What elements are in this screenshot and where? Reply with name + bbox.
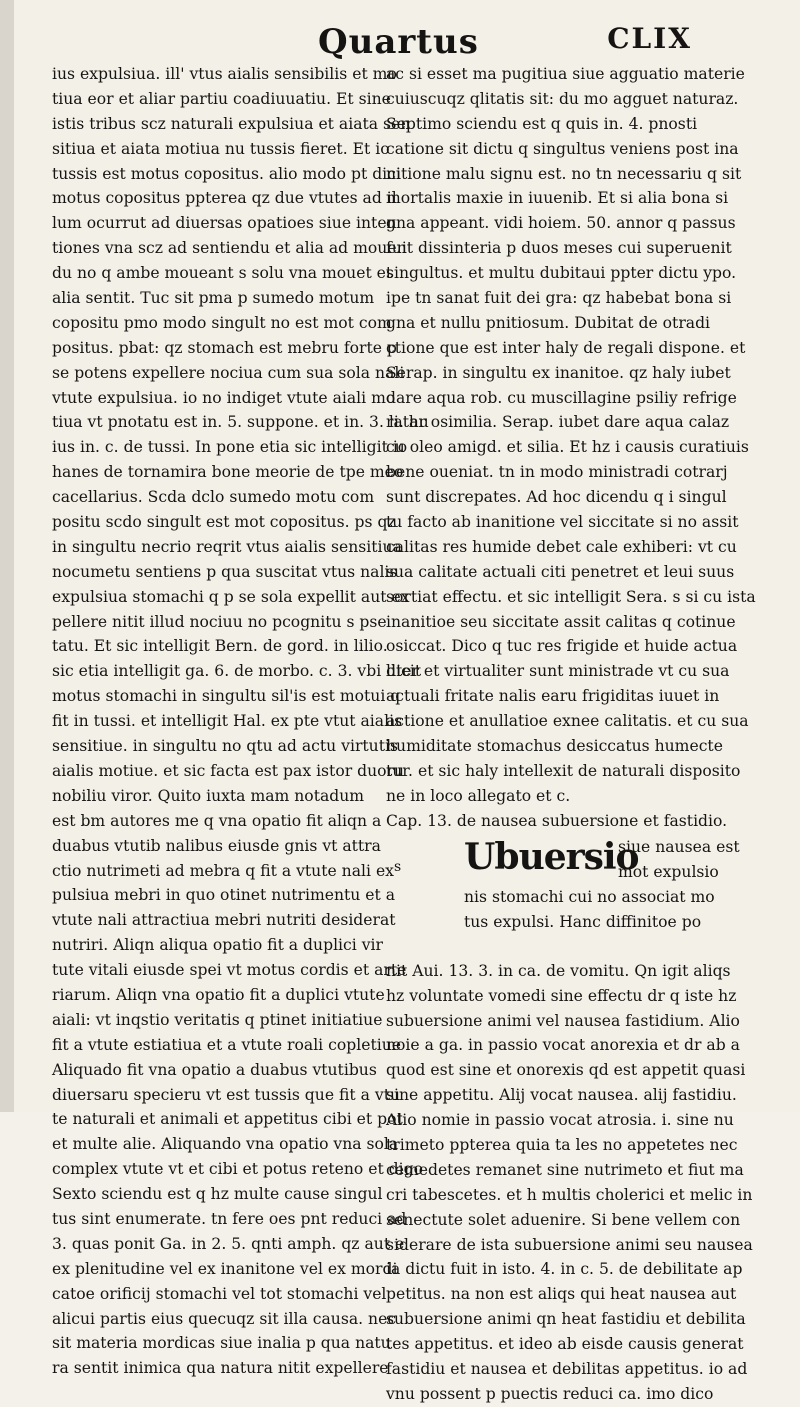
- text-line: Sexto sciendu est q hz multe cause singul: [52, 1185, 383, 1204]
- text-line: positu scdo singult est mot copositus. ps qz: [52, 513, 396, 532]
- chapter-heading: Cap. 13. de nausea subuersione et fastidio.: [386, 811, 728, 830]
- text-line: istis tribus scz naturali expulsiua et aiata sen: [52, 114, 411, 133]
- text-line: catoe orificij stomachi vel tot stomachi vel: [52, 1284, 387, 1303]
- text-line: cemedetes remanet sine nutrimeto et fiut ma: [386, 1160, 744, 1179]
- text-line: ius in. c. de tussi. In pone etia sic intelligit io: [52, 438, 408, 457]
- text-line: singultus. et multu dubitaui ppter dictu ypo.: [386, 264, 737, 283]
- text-line: bene oueniat. tn in modo ministradi cotrarj: [386, 463, 728, 482]
- folio-number: CLIX: [607, 22, 692, 55]
- text-line: tiua vt pnotatu est in. 5. suppone. et in. 3. li. hu: [52, 413, 429, 432]
- text-line: vnu possent p puectis reduci ca. imo dico: [386, 1384, 714, 1403]
- text-line: tus sint enumerate. tn fere oes pnt reduci ad: [52, 1209, 407, 1228]
- text-line: sunt discrepates. Ad hoc dicendu q i singul: [386, 488, 727, 507]
- text-line: liter et virtualiter sunt ministrade vt cu sua: [386, 662, 730, 681]
- drop-line: mot expulsio: [618, 862, 719, 881]
- text-line: te naturali et animali et appetitus cibi et pot: [52, 1110, 403, 1129]
- text-line: expulsiua stomachi q p se sola expellit aut ex: [52, 587, 410, 606]
- text-line: alicui partis eius quecuqz sit illa causa. nec: [52, 1309, 397, 1328]
- text-line: sit materia mordicas siue inalia p qua natu: [52, 1334, 391, 1353]
- text-line: riarum. Aliqn vna opatio fit a duplici vtute: [52, 985, 385, 1004]
- text-line: complex vtute vt et cibi et potus reteno et digo: [52, 1160, 424, 1179]
- text-line: cu oleo amigd. et silia. Et hz i causis curatiuis: [386, 438, 749, 457]
- text-line: fuit dissinteria p duos meses cui superuenit: [386, 239, 732, 258]
- text-line: cuiuscuqz qlitatis sit: du mo agguet naturaz.: [386, 89, 739, 108]
- drop-line: siue nausea est: [618, 837, 740, 856]
- text-line: duabus vtutib nalibus eiusde gnis vt attra: [52, 836, 381, 855]
- text-line: siderare de ista subuersione animi seu nausea: [386, 1235, 753, 1254]
- text-line: 3. quas ponit Ga. in 2. 5. qnti amph. qz aut e: [52, 1234, 405, 1253]
- text-line: sitiua et aiata motiua nu tussis fieret. Et io: [52, 139, 390, 158]
- text-line: sic etia intelligit ga. 6. de morbo. c. 3. vbi dicit: [52, 662, 422, 681]
- text-line: ius expulsiua. ill' vtus aialis sensibilis et mo: [52, 65, 397, 83]
- text-line: Aliquado fit vna opatio a duabus vtutibus: [52, 1060, 377, 1079]
- chapter-opening: [386, 835, 740, 959]
- text-line: hz voluntate vomedi sine effectu dr q iste hz: [386, 986, 737, 1005]
- text-line: sensitiue. in singultu no qtu ad actu virtutis: [52, 737, 398, 756]
- text-line: copositu pmo modo singult no est mot com: [52, 313, 392, 332]
- text-line: subuersione animi qn heat fastidiu et debilita: [386, 1310, 746, 1329]
- text-line: quod est sine et onorexis qd est appetit quasi: [386, 1061, 746, 1080]
- left-column: [52, 62, 429, 1381]
- text-line: cri tabescetes. et h multis cholerici et melic in: [386, 1185, 753, 1204]
- text-line: tiones vna scz ad sentiendu et alia ad mouen: [52, 239, 407, 258]
- text-line: tussis est motus copositus. alio modo pt dici: [52, 164, 401, 183]
- right-column: [386, 62, 756, 1407]
- text-line: aiali: vt inqstio veritatis q ptinet initiatiue: [52, 1010, 383, 1029]
- text-line: inanitioe seu siccitate assit calitas q cotinue: [386, 612, 736, 631]
- text-line: se potens expellere nociua cum sua sola nali: [52, 363, 405, 382]
- text-line: tes appetitus. et ideo ab eisde causis generat: [386, 1335, 744, 1354]
- drop-line: tus expulsi. Hanc diffinitoe po: [464, 912, 702, 931]
- text-line: osiccat. Dico q tuc res frigide et huide actua: [386, 637, 738, 656]
- text-line: vtute expulsiua. io no indiget vtute aiali mo: [52, 388, 396, 407]
- text-line: in singultu necrio reqrit vtus aialis sensitiua: [52, 537, 402, 556]
- text-line: ipe tn sanat fuit dei gra: qz habebat bona si: [386, 289, 732, 308]
- text-line: trimeto ppterea quia ta les no appetetes nec: [386, 1135, 738, 1154]
- text-line: mortalis maxie in iuuenib. Et si alia bona si: [386, 189, 729, 208]
- text-line: cacellarius. Scda dclo sumedo motu com: [52, 488, 375, 507]
- text-line: motus stomachi in singultu sil'is est motui q: [52, 687, 401, 706]
- text-line: Septimo sciendu est q quis in. 4. pnosti: [386, 114, 698, 133]
- text-line: humiditate stomachus desiccatus humecte: [386, 737, 723, 756]
- text-line: nitione malu signu est. no tn necessariu q sit: [386, 164, 742, 183]
- text-line: positus. pbat: qz stomach est mebru forte p: [52, 338, 397, 357]
- text-line: tatu. Et sic intelligit Bern. de gord. in lilio.: [52, 637, 388, 656]
- text-line: ra sentit inimica qua natura nitit expellere: [52, 1359, 389, 1378]
- text-line: diuersaru specieru vt est tussis que fit a vtu: [52, 1085, 401, 1104]
- text-line: aialis motiue. et sic facta est pax istor duoru: [52, 761, 405, 780]
- text-line: ex plenitudine vel ex inanitone vel ex mordi: [52, 1259, 398, 1278]
- text-line: gna appeant. vidi hoiem. 50. annor q passus: [386, 214, 736, 233]
- text-line: noie a ga. in passio vocat anorexia et dr ab a: [386, 1036, 740, 1055]
- right-column-bottom: [386, 959, 753, 1407]
- text-line: tiua eor et aliar partiu coadiuuatiu. Et sine: [52, 89, 391, 108]
- text-line: dare aqua rob. cu muscillagine psiliy refrige: [386, 388, 737, 407]
- text-line: sortiat effectu. et sic intelligit Sera. s si cu ista: [386, 587, 756, 606]
- text-line: senectute solet aduenire. Si bene vellem con: [386, 1210, 741, 1229]
- text-line: pulsiua mebri in quo otinet nutrimentu et a: [52, 886, 396, 905]
- text-line: fit a vtute estiatiua et a vtute roali copletiue: [52, 1035, 401, 1054]
- text-line: sine appetitu. Alij vocat nausea. alij fastidiu.: [386, 1086, 737, 1105]
- text-line: catione sit dictu q singultus veniens post ina: [386, 139, 739, 158]
- text-line: ctione que est inter haly de regali dispone. et: [386, 338, 746, 357]
- text-line: nutriri. Aliqn aliqua opatio fit a duplici vir: [52, 936, 383, 955]
- drop-line: nis stomachi cui no associat mo: [464, 887, 715, 906]
- text-line: lum ocurrut ad diuersas opatioes siue inten: [52, 214, 397, 233]
- text-line: calitas res humide debet cale exhiberi: vt cu: [386, 537, 737, 556]
- text-line: ia dictu fuit in isto. 4. in c. 5. de debilitate ap: [386, 1260, 743, 1279]
- text-line: pellere nitit illud nociuu no pcognitu s pse: [52, 612, 387, 631]
- text-line: fit in tussi. et intelligit Hal. ex pte vtut aialis: [52, 712, 403, 731]
- text-line: est bm autores me q vna opatio fit aliqn a: [52, 811, 382, 830]
- initial-word: Ubuersio: [464, 835, 639, 878]
- text-line: nit Aui. 13. 3. in ca. de vomitu. Qn igit aliqs: [386, 961, 731, 980]
- right-column-top: [386, 62, 756, 809]
- text-line: Alio nomie in passio vocat atrosia. i. sine nu: [386, 1111, 734, 1130]
- text-line: actuali fritate nalis earu frigiditas iuuet in: [386, 687, 720, 706]
- text-line: ac si esset ma pugitiua siue agguatio materie: [386, 65, 745, 83]
- running-head: Quartus: [318, 22, 479, 62]
- text-line: tute vitali eiusde spei vt motus cordis et arte: [52, 961, 407, 980]
- text-line: du no q ambe moueant s solu vna mouet et: [52, 264, 393, 283]
- text-line: alia sentit. Tuc sit pma p sumedo motum: [52, 289, 375, 308]
- text-line: sua calitate actuali citi penetret et leui suus: [386, 562, 735, 581]
- text-line: nocumetu sentiens p qua suscitat vtus nalis: [52, 562, 398, 581]
- text-line: actione et anullatioe exnee calitatis. et cu sua: [386, 712, 749, 731]
- page-gutter: [0, 0, 14, 1112]
- text-line: fastidiu et nausea et debilitas appetitus. io ad: [386, 1359, 748, 1378]
- text-line: et multe alie. Aliquando vna opatio vna sola: [52, 1135, 399, 1154]
- text-line: tu facto ab inanitione vel siccitate si no assit: [386, 513, 739, 532]
- text-line: hanes de tornamira bone meorie de tpe meo: [52, 463, 404, 482]
- text-line: gna et nullu pnitiosum. Dubitat de otradi: [386, 313, 711, 332]
- guide-letter: s: [394, 858, 402, 875]
- text-line: nobiliu viror. Quito iuxta mam notadum: [52, 786, 365, 805]
- text-line: ne in loco allegato et c.: [386, 786, 571, 805]
- text-line: tur. et sic haly intellexit de naturali disposito: [386, 761, 741, 780]
- text-line: ctio nutrimeti ad mebra q fit a vtute nali ex: [52, 861, 394, 880]
- text-line: subuersione animi vel nausea fastidium. Alio: [386, 1011, 740, 1030]
- text-line: motus copositus ppterea qz due vtutes ad il: [52, 189, 397, 208]
- text-line: Serap. in singultu ex inanitoe. qz haly iubet: [386, 363, 731, 382]
- text-line: vtute nali attractiua mebri nutriti desiderat: [52, 911, 396, 930]
- text-line: petitus. na non est aliqs qui heat nausea aut: [386, 1285, 737, 1304]
- text-line: ratar osimilia. Serap. iubet dare aqua calaz: [386, 413, 730, 432]
